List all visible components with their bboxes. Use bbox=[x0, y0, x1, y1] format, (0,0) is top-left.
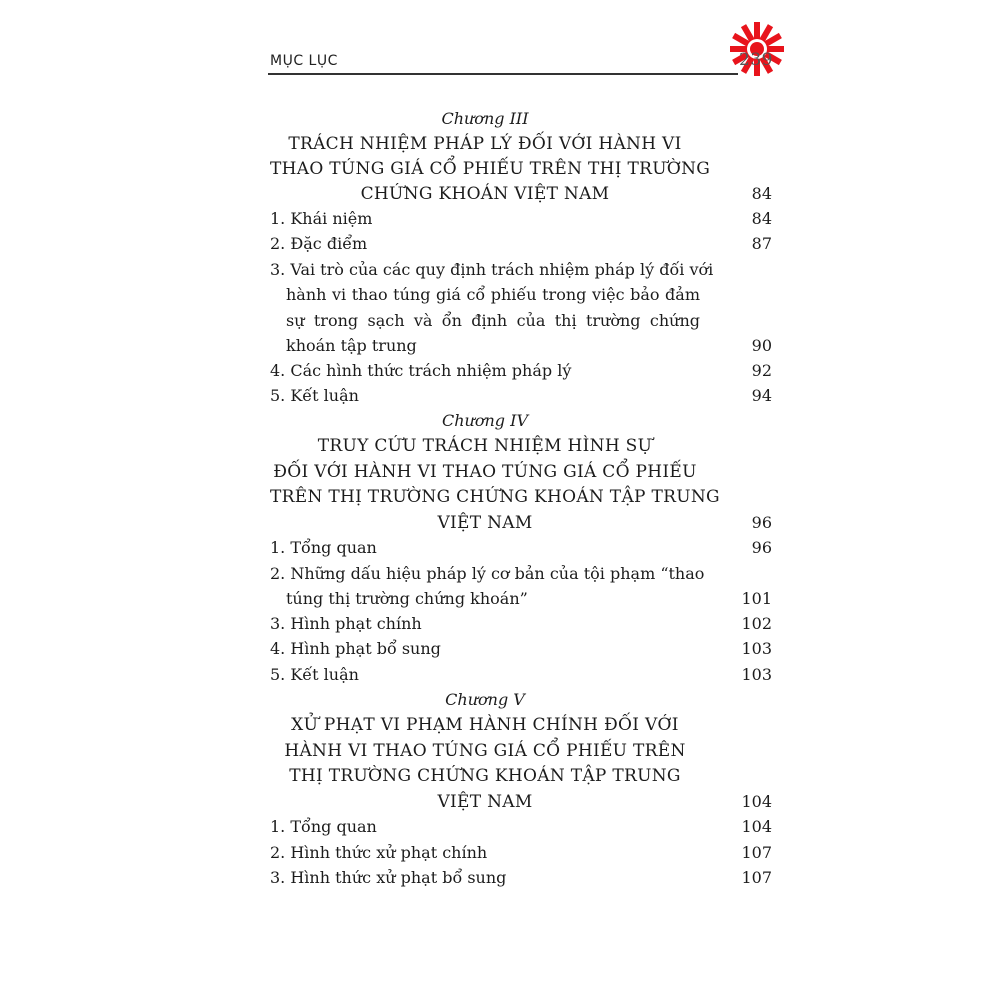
toc-entry: 3. Hình phạt chính bbox=[270, 614, 422, 633]
toc-page-number: 104 bbox=[741, 817, 772, 836]
chapter-title: ĐỐI VỚI HÀNH VI THAO TÚNG GIÁ CỔ PHIẾU bbox=[273, 462, 697, 482]
chapter-label: Chương IV bbox=[442, 411, 528, 430]
toc-page-number: 90 bbox=[751, 336, 772, 355]
chapter-title: TRÁCH NHIỆM PHÁP LÝ ĐỐI VỚI HÀNH VI bbox=[288, 134, 682, 154]
chapter-title: VIỆT NAM bbox=[437, 513, 533, 533]
page-number: 239 bbox=[739, 50, 773, 70]
toc-entry-continuation: hành vi thao túng giá cổ phiếu trong việc bảo đảm bbox=[286, 285, 700, 304]
toc-entry: 2. Hình thức xử phạt chính bbox=[270, 843, 488, 862]
header-rule bbox=[268, 73, 738, 75]
chapter-title: THỊ TRƯỜNG CHỨNG KHOÁN TẬP TRUNG bbox=[289, 766, 681, 786]
toc-entry: 5. Kết luận bbox=[270, 386, 359, 405]
toc-page-number: 96 bbox=[751, 538, 772, 557]
toc-entry: 1. Tổng quan bbox=[270, 817, 377, 836]
toc-entry: 2. Đặc điểm bbox=[270, 234, 368, 253]
toc-page-number: 107 bbox=[741, 843, 772, 862]
header-title: MỤC LỤC bbox=[270, 53, 338, 69]
toc-page-number: 96 bbox=[751, 513, 772, 532]
toc-entry: 3. Hình thức xử phạt bổ sung bbox=[270, 868, 507, 887]
running-header bbox=[268, 52, 788, 74]
toc-entry: 3. Vai trò của các quy định trách nhiệm pháp lý đối với bbox=[270, 260, 714, 279]
chapter-title: VIỆT NAM bbox=[437, 792, 533, 812]
toc-page-number: 94 bbox=[751, 386, 772, 405]
toc-page-number: 101 bbox=[741, 589, 772, 608]
toc-page-number: 84 bbox=[751, 209, 772, 228]
toc-entry-continuation: khoán tập trung bbox=[286, 336, 417, 355]
toc-entry-continuation: sự trong sạch và ổn định của thị trường chứng bbox=[286, 311, 700, 330]
chapter-title: XỬ PHẠT VI PHẠM HÀNH CHÍNH ĐỐI VỚI bbox=[291, 715, 679, 735]
chapter-label: Chương V bbox=[445, 690, 525, 709]
toc-page-number: 102 bbox=[741, 614, 772, 633]
toc-page-number: 103 bbox=[741, 639, 772, 658]
toc-entry: 5. Kết luận bbox=[270, 665, 359, 684]
toc-entry: 1. Tổng quan bbox=[270, 538, 377, 557]
chapter-label: Chương III bbox=[441, 109, 529, 128]
toc-page-number: 104 bbox=[741, 792, 772, 811]
toc-page-number: 103 bbox=[741, 665, 772, 684]
toc-page-number: 107 bbox=[741, 868, 772, 887]
toc-page-number: 84 bbox=[751, 184, 772, 203]
chapter-title: TRUY CỨU TRÁCH NHIỆM HÌNH SỰ bbox=[317, 436, 653, 456]
toc-entry: 2. Những dấu hiệu pháp lý cơ bản của tội phạm “thao bbox=[270, 564, 705, 583]
chapter-title: THAO TÚNG GIÁ CỔ PHIẾU TRÊN THỊ TRƯỜNG bbox=[270, 159, 711, 179]
toc-entry-continuation: túng thị trường chứng khoán” bbox=[286, 589, 528, 608]
chapter-title: TRÊN THỊ TRƯỜNG CHỨNG KHOÁN TẬP TRUNG bbox=[270, 487, 720, 507]
toc-entry: 4. Hình phạt bổ sung bbox=[270, 639, 441, 658]
toc-entry: 4. Các hình thức trách nhiệm pháp lý bbox=[270, 361, 572, 380]
chapter-title: HÀNH VI THAO TÚNG GIÁ CỔ PHIẾU TRÊN bbox=[284, 741, 686, 761]
chapter-title: CHỨNG KHOÁN VIỆT NAM bbox=[360, 184, 610, 204]
toc-page-number: 92 bbox=[751, 361, 772, 380]
toc-entry: 1. Khái niệm bbox=[270, 209, 373, 228]
toc-page-number: 87 bbox=[751, 234, 772, 253]
